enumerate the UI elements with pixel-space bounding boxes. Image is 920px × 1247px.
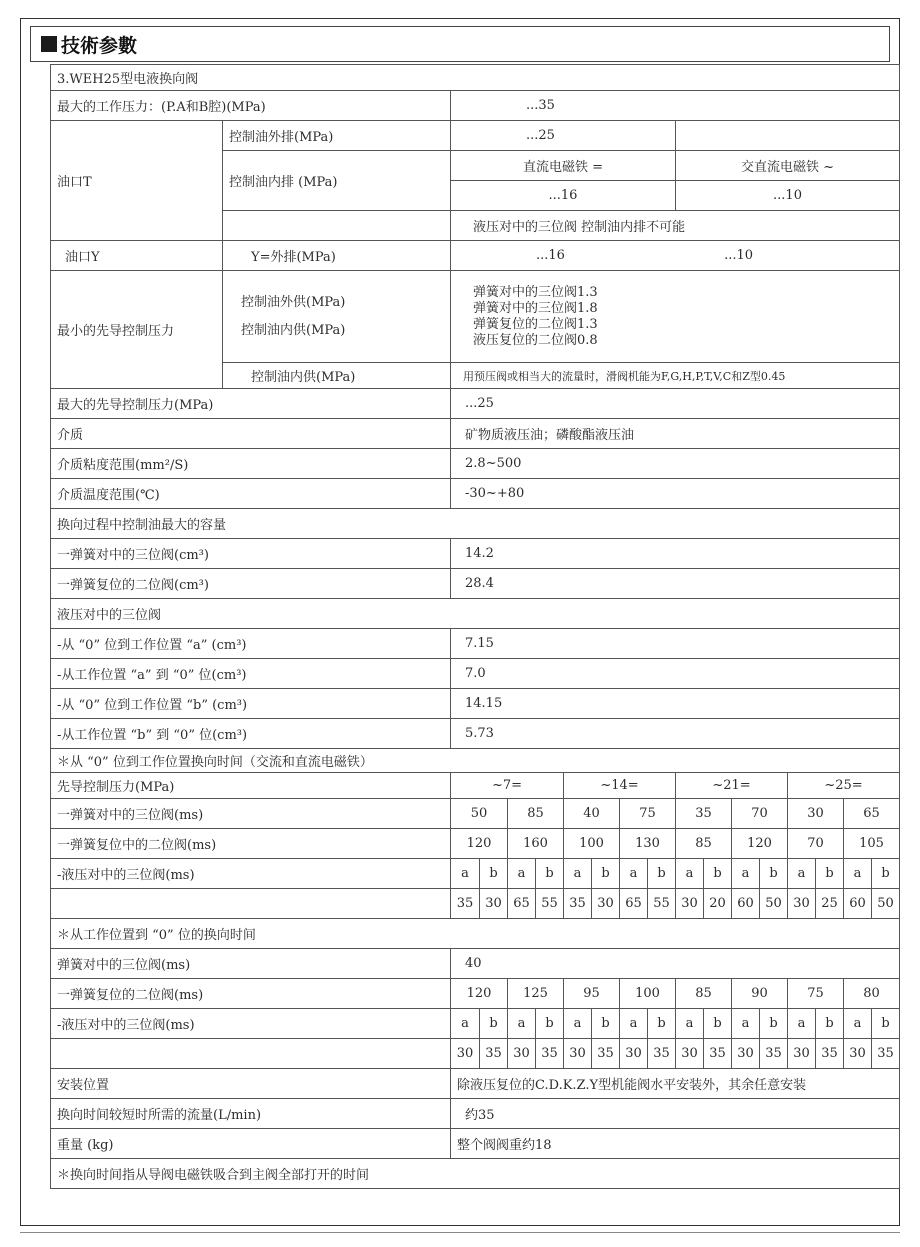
table-row <box>51 1069 900 1099</box>
ab-label: a <box>564 859 592 889</box>
param-label: 最大的先导控制压力(MPa) <box>51 389 451 419</box>
min-pilot-values <box>451 271 900 363</box>
footnote: ＊换向时间指从导阀电磁铁吸合到主阀全部打开的时间 <box>51 1159 900 1189</box>
pilot-pressure-label: 先导控制压力(MPa) <box>51 773 451 799</box>
weight-label: 重量 (kg) <box>51 1129 451 1159</box>
title-bar <box>30 26 890 62</box>
table-row <box>51 419 900 449</box>
min-pilot-internal2-label: 控制油内供(MPa) <box>223 363 451 389</box>
switch-value: 75 <box>788 979 844 1009</box>
param-value: -30~+80 <box>451 479 900 509</box>
ab-label: a <box>676 1009 704 1039</box>
hydraulic-switch-value: 30 <box>592 889 620 919</box>
hydraulic-switch-value: 30 <box>620 1039 648 1069</box>
ab-label: b <box>536 859 564 889</box>
switch-value: 120 <box>451 979 508 1009</box>
table-row <box>51 479 900 509</box>
max-pressure-value: ...35 <box>451 91 900 121</box>
empty-cell <box>223 211 451 241</box>
hydraulic-switch-value: 55 <box>536 889 564 919</box>
table-row <box>51 749 900 773</box>
hydraulic-switch-value: 35 <box>592 1039 620 1069</box>
install-label: 安装位置 <box>51 1069 451 1099</box>
hydraulic-label: -从 “0” 位到工作位置 “a” (cm³) <box>51 629 451 659</box>
ab-label: b <box>872 1009 900 1039</box>
table-row <box>51 1129 900 1159</box>
table-row <box>51 599 900 629</box>
hydraulic-switch-value: 20 <box>704 889 732 919</box>
param-value: ...25 <box>451 389 900 419</box>
pressure-header: ~7= <box>451 773 564 799</box>
ab-label: a <box>451 1009 480 1039</box>
switch-value: 70 <box>732 799 788 829</box>
switch-value: 85 <box>508 799 564 829</box>
hydraulic-header: 液压对中的三位阀 <box>51 599 900 629</box>
hydraulic-switch-value: 60 <box>844 889 872 919</box>
table-row <box>51 919 900 949</box>
port-y-values <box>451 241 900 271</box>
param-value: 2.8~500 <box>451 449 900 479</box>
param-value: 矿物质液压油；磷酸酯液压油 <box>451 419 900 449</box>
hydraulic-switch-value: 30 <box>676 1039 704 1069</box>
spring-center-label: 弹簧对中的三位阀(ms) <box>51 949 451 979</box>
capacity-label: 一弹簧复位的二位阀(cm³) <box>51 569 451 599</box>
ab-label: b <box>592 859 620 889</box>
hydraulic-value: 7.0 <box>451 659 900 689</box>
port-t-external-empty <box>676 121 900 151</box>
ab-label: b <box>536 1009 564 1039</box>
hydraulic-value: 5.73 <box>451 719 900 749</box>
ab-label: b <box>872 859 900 889</box>
table-row <box>51 389 900 419</box>
port-t-external-value: ...25 <box>451 121 676 151</box>
hydraulic-switch-value: 30 <box>564 1039 592 1069</box>
table-row <box>51 1009 900 1039</box>
switch-value: 130 <box>620 829 676 859</box>
install-value: 除液压复位的C.D.K.Z.Y型机能阀水平安装外，其余任意安装 <box>451 1069 900 1099</box>
ab-label: a <box>676 859 704 889</box>
switch-value: 160 <box>508 829 564 859</box>
table-row <box>51 271 900 363</box>
ab-label: a <box>788 859 816 889</box>
switch-value: 65 <box>844 799 900 829</box>
switch-value: 85 <box>676 829 732 859</box>
table-row <box>51 829 900 859</box>
max-pressure-label: 最大的工作压力：(P.A和B腔)(MPa) <box>51 91 451 121</box>
ab-label: b <box>704 1009 732 1039</box>
switch-value: 120 <box>732 829 788 859</box>
switch-value: 30 <box>788 799 844 829</box>
hydraulic-switch-value: 35 <box>760 1039 788 1069</box>
ab-label: a <box>732 859 760 889</box>
switch-value: 100 <box>564 829 620 859</box>
switch-value: 95 <box>564 979 620 1009</box>
hydraulic-switch-value: 30 <box>732 1039 760 1069</box>
table-row <box>51 859 900 889</box>
switch-value: 40 <box>564 799 620 829</box>
hydraulic-label: -从工作位置 “a” 到 “0” 位(cm³) <box>51 659 451 689</box>
switch-value: 105 <box>844 829 900 859</box>
ab-label: b <box>760 859 788 889</box>
port-t-note: 液压对中的三位阀 控制油内排不可能 <box>451 211 900 241</box>
ab-label: a <box>620 859 648 889</box>
ab-label: b <box>592 1009 620 1039</box>
hydraulic-switch-value: 35 <box>451 889 480 919</box>
hydraulic-switch-value: 60 <box>732 889 760 919</box>
spring-return-label: 一弹簧复位的二位阀(ms) <box>51 979 451 1009</box>
switch-value: 50 <box>451 799 508 829</box>
ab-label: b <box>704 859 732 889</box>
weight-value: 整个阀阀重约18 <box>451 1129 900 1159</box>
capacity-value: 14.2 <box>451 539 900 569</box>
ab-label: b <box>480 859 508 889</box>
switch-row-label: 一弹簧对中的三位阀(ms) <box>51 799 451 829</box>
ab-label: a <box>564 1009 592 1039</box>
ab-label: b <box>816 859 844 889</box>
table-row <box>51 799 900 829</box>
table-row <box>51 889 900 919</box>
table-row <box>51 91 900 121</box>
param-label: 介质温度范围(℃) <box>51 479 451 509</box>
table-row <box>51 659 900 689</box>
hydraulic-switch-value: 35 <box>816 1039 844 1069</box>
param-label: 介质粘度范围(mm²/S) <box>51 449 451 479</box>
table-row <box>51 1159 900 1189</box>
hydraulic-switch-value: 55 <box>648 889 676 919</box>
hydraulic-switch-value: 65 <box>508 889 536 919</box>
hydraulic-switch-value: 35 <box>564 889 592 919</box>
pressure-header: ~14= <box>564 773 676 799</box>
ab-label: a <box>788 1009 816 1039</box>
table-row <box>51 569 900 599</box>
ab-label: b <box>648 859 676 889</box>
hydraulic-switch-value: 30 <box>788 1039 816 1069</box>
ab-label: a <box>844 1009 872 1039</box>
table-row <box>51 509 900 539</box>
ab-label: a <box>508 859 536 889</box>
table-row <box>51 241 900 271</box>
hydraulic-label: -从工作位置 “b” 到 “0” 位(cm³) <box>51 719 451 749</box>
switch-value: 85 <box>676 979 732 1009</box>
hydraulic-switch-value: 65 <box>620 889 648 919</box>
ab-label: b <box>760 1009 788 1039</box>
ab-label: a <box>844 859 872 889</box>
min-pilot-external-label: 控制油外供(MPa) <box>241 294 346 310</box>
min-pilot-internal-label: 控制油内供(MPa) <box>241 322 346 338</box>
ac-header: 交直流电磁铁 ~ <box>676 151 900 181</box>
ab-label: a <box>451 859 480 889</box>
hydraulic-switch-value: 30 <box>480 889 508 919</box>
port-y-value-1: ...16 <box>536 248 565 263</box>
flow-value: 约35 <box>451 1099 900 1129</box>
hydraulic-switch-label: -液压对中的三位阀(ms) <box>51 1009 451 1039</box>
capacity-header: 换向过程中控制油最大的容量 <box>51 509 900 539</box>
ab-label: b <box>816 1009 844 1039</box>
dc-header: 直流电磁铁 = <box>451 151 676 181</box>
bottom-divider <box>20 1232 900 1233</box>
param-label: 介质 <box>51 419 451 449</box>
min-pilot-supply-labels <box>223 271 451 363</box>
switch-value: 120 <box>451 829 508 859</box>
port-y-label: 油口Y <box>51 241 223 271</box>
hydraulic-value: 14.15 <box>451 689 900 719</box>
table-row <box>51 1099 900 1129</box>
port-y-value-2: ...10 <box>724 248 754 263</box>
hydraulic-switch-value: 35 <box>536 1039 564 1069</box>
table-row <box>51 773 900 799</box>
capacity-value: 28.4 <box>451 569 900 599</box>
table-row <box>51 65 900 91</box>
table-row <box>51 949 900 979</box>
hydraulic-switch-value: 30 <box>451 1039 480 1069</box>
min-pilot-label: 最小的先导控制压力 <box>51 271 223 389</box>
model-heading: 3.WEH25型电液换向阀 <box>51 65 900 91</box>
pressure-header: ~25= <box>788 773 900 799</box>
hydraulic-value: 7.15 <box>451 629 900 659</box>
hydraulic-switch-value: 30 <box>508 1039 536 1069</box>
square-bullet-icon <box>41 36 57 52</box>
ab-label: a <box>508 1009 536 1039</box>
switch-time-1-header: ＊从 “0” 位到工作位置换向时间（交流和直流电磁铁） <box>51 749 900 773</box>
ab-label: a <box>732 1009 760 1039</box>
table-row <box>51 449 900 479</box>
ab-label: a <box>620 1009 648 1039</box>
switch-value: 90 <box>732 979 788 1009</box>
min-pilot-value-2: 弹簧对中的三位阀1.8 <box>473 300 598 316</box>
switch-row-label: 一弹簧复位中的二位阀(ms) <box>51 829 451 859</box>
hydraulic-switch-value: 35 <box>648 1039 676 1069</box>
table-row <box>51 629 900 659</box>
empty-cell <box>51 1039 451 1069</box>
switch-value: 35 <box>676 799 732 829</box>
switch-value: 75 <box>620 799 676 829</box>
table-row <box>51 689 900 719</box>
switch-value: 100 <box>620 979 676 1009</box>
hydraulic-switch-value: 30 <box>676 889 704 919</box>
hydraulic-switch-value: 50 <box>872 889 900 919</box>
min-pilot-internal2-value: 用预压阀或相当大的流量时，滑阀机能为F,G,H,P,T,V,C和Z型0.45 <box>451 363 900 389</box>
table-row <box>51 979 900 1009</box>
min-pilot-value-1: 弹簧对中的三位阀1.3 <box>473 284 598 300</box>
port-t-internal-label: 控制油内排 (MPa) <box>223 151 451 211</box>
spec-table <box>50 64 900 1189</box>
port-y-sub: Y=外排(MPa) <box>223 241 451 271</box>
empty-cell <box>51 889 451 919</box>
ac-value: ...10 <box>676 181 900 211</box>
switch-value: 125 <box>508 979 564 1009</box>
switch-value: 70 <box>788 829 844 859</box>
table-row <box>51 539 900 569</box>
hydraulic-switch-value: 35 <box>480 1039 508 1069</box>
hydraulic-switch-label: -液压对中的三位阀(ms) <box>51 859 451 889</box>
table-row <box>51 719 900 749</box>
pressure-header: ~21= <box>676 773 788 799</box>
port-t-external-label: 控制油外排(MPa) <box>223 121 451 151</box>
switch-value: 80 <box>844 979 900 1009</box>
hydraulic-switch-value: 35 <box>704 1039 732 1069</box>
min-pilot-value-3: 弹簧复位的二位阀1.3 <box>473 316 598 332</box>
switch-time-2-header: ＊从工作位置到 “0” 位的换向时间 <box>51 919 900 949</box>
table-row <box>51 121 900 151</box>
flow-label: 换向时间较短时所需的流量(L/min) <box>51 1099 451 1129</box>
table-row <box>51 1039 900 1069</box>
hydraulic-switch-value: 30 <box>844 1039 872 1069</box>
ab-label: b <box>648 1009 676 1039</box>
port-t-label: 油口T <box>51 121 223 241</box>
dc-value: ...16 <box>451 181 676 211</box>
page-title: 技術参數 <box>61 34 138 57</box>
hydraulic-switch-value: 30 <box>788 889 816 919</box>
ab-label: b <box>480 1009 508 1039</box>
hydraulic-switch-value: 35 <box>872 1039 900 1069</box>
hydraulic-switch-value: 25 <box>816 889 844 919</box>
hydraulic-label: -从 “0” 位到工作位置 “b” (cm³) <box>51 689 451 719</box>
hydraulic-switch-value: 50 <box>760 889 788 919</box>
spring-center-value: 40 <box>451 949 900 979</box>
capacity-label: 一弹簧对中的三位阀(cm³) <box>51 539 451 569</box>
min-pilot-value-4: 液压复位的二位阀0.8 <box>473 332 598 348</box>
